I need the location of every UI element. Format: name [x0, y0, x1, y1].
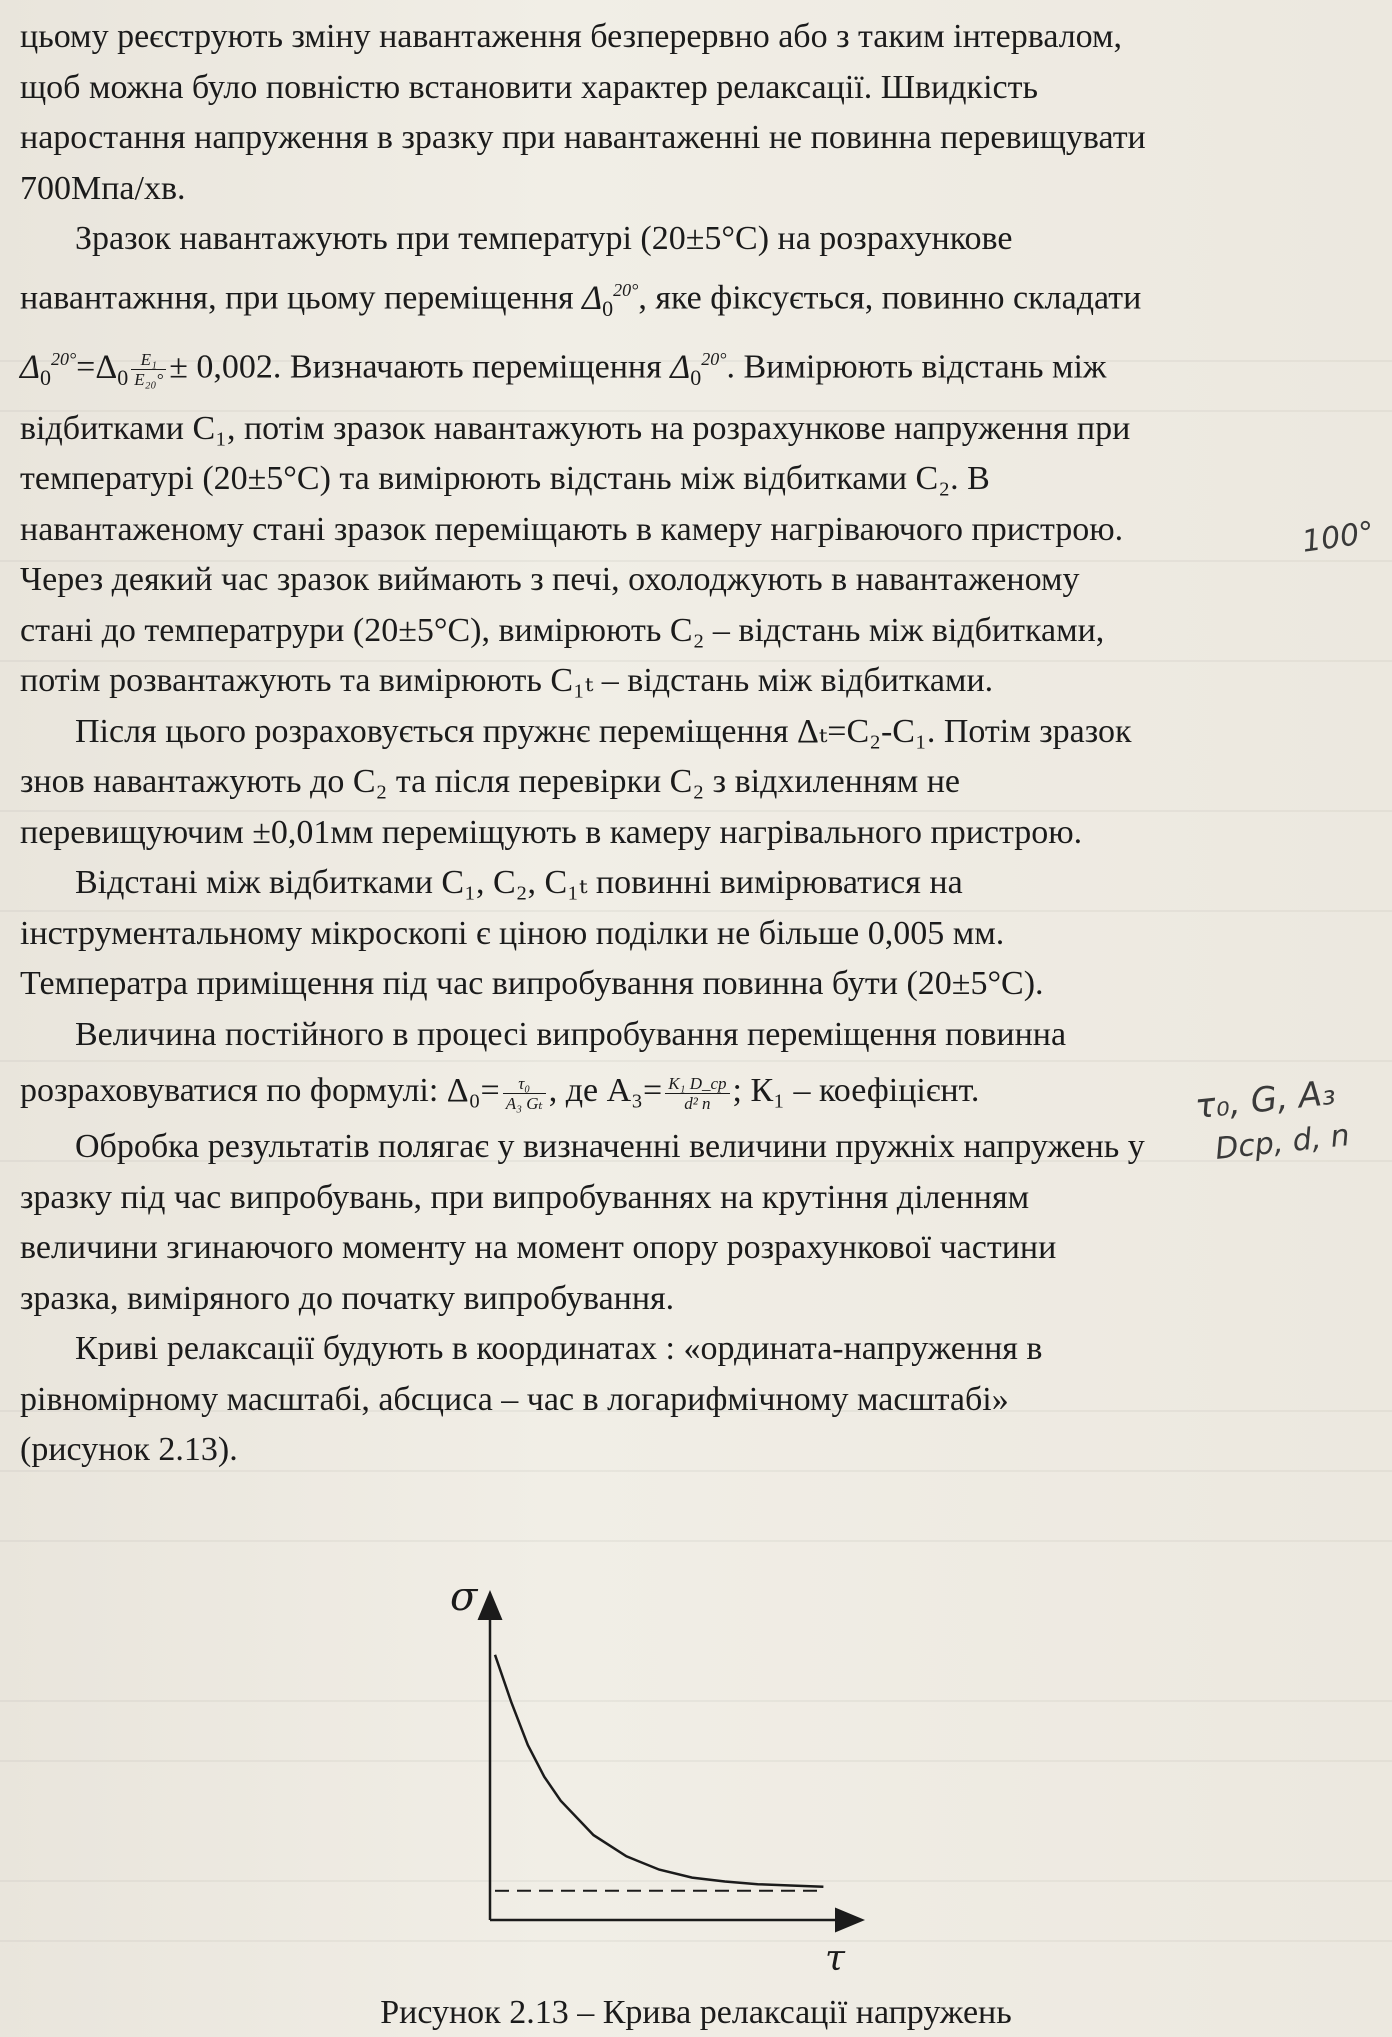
handwritten-note-variables: τ₀, G, A₃: [1193, 1072, 1338, 1128]
text-line: зразка, виміряного до початку випробування.: [20, 1279, 675, 1317]
text-line: Зразок навантажують при температурі (20±5°С) на розрахункове: [75, 220, 1013, 257]
text-line: цьому реєструють зміну навантаження безперервно або з таким інтервалом,: [20, 18, 1123, 55]
subscript: 0: [117, 365, 129, 391]
delta-symbol: Δ: [582, 278, 603, 316]
handwritten-note-variables-2: Dcp, d, n: [1213, 1118, 1352, 1167]
a3-formula-fraction: [665, 1074, 729, 1113]
fraction-denominator: d² n: [684, 1093, 711, 1113]
fraction-numerator: τ₀: [503, 1074, 546, 1094]
text-segment: . Вимірюють відстань між: [726, 348, 1107, 386]
paragraph-1: [20, 12, 1360, 214]
fraction-denominator: A₃ Gₜ: [505, 1093, 543, 1113]
paragraph-3: [20, 707, 1360, 859]
text-line: Обробка результатів полягає у визначенні величини пружніх напружень у: [75, 1128, 1145, 1166]
paragraph-4: [20, 858, 1360, 1010]
relaxation-curve-series: [495, 1655, 823, 1887]
text-segment: =Δ: [76, 348, 118, 386]
text-line: температурі (20±5°С) та вимірюють відстань між відбитками С₂. В: [20, 460, 990, 498]
text-segment: , яке фіксується, повинно складати: [638, 278, 1142, 316]
paragraph-7: [20, 1324, 1360, 1476]
text-segment: , де А₃=: [548, 1072, 663, 1110]
subscript: 0: [602, 295, 614, 321]
delta-formula-fraction: [503, 1074, 546, 1113]
figure-caption: Рисунок 2.13 – Крива релаксації напружень: [380, 1994, 1012, 2031]
handwritten-note-temperature: 100°: [1299, 515, 1377, 560]
text-line: 700Мпа/хв.: [20, 169, 186, 207]
x-axis-label: τ: [825, 1938, 845, 1975]
y-axis-label: σ: [450, 1575, 478, 1620]
text-line: перевищуючим ±0,01мм переміщують в камеру нагрівального пристрою.: [20, 813, 1083, 851]
fraction-numerator: K₁ D_cp: [665, 1074, 729, 1094]
text-line: рівномірному масштабі, абсциса – час в логарифмічному масштабі»: [20, 1380, 1009, 1418]
text-line-with-formula: [20, 334, 1360, 404]
text-line: знов навантажують до С₂ та після перевірки С₂ з відхиленням не: [20, 763, 960, 801]
text-line: інструментальному мікроскопі є ціною поділки не більше 0,005 мм.: [20, 914, 1005, 952]
text-line-with-formula: [20, 1060, 1360, 1122]
text-line: потім розвантажують та вимірюють С₁ₜ – відстань між відбитками.: [20, 662, 994, 700]
superscript: 20°: [50, 349, 77, 370]
text-segment: ± 0,002. Визначають переміщення: [169, 348, 671, 386]
text-line: Відстані між відбитками С₁, С₂, С₁ₜ повинні вимірюватися на: [75, 864, 963, 902]
text-line-with-delta: [20, 265, 1360, 335]
text-line: Через деякий час зразок виймають з печі, охолоджують в навантаженому: [20, 561, 1080, 599]
text-line: Криві релаксації будують в координатах : «ордината-напруження в: [75, 1330, 1043, 1368]
delta-symbol: Δ: [670, 348, 691, 386]
superscript: 20°: [701, 349, 727, 370]
text-line: стані до температрури (20±5°С), вимірюють С₂ – відстань між відбитками,: [20, 611, 1105, 649]
text-line: зразку під час випробувань, при випробуваннях на крутіння діленням: [20, 1178, 1030, 1216]
relaxation-curve-chart: [440, 1575, 880, 1975]
fraction-numerator: E₁: [131, 350, 166, 370]
paragraph-6: [20, 1122, 1360, 1324]
text-line: наростання напруження в зразку при навантаженні не повинна перевищувати: [20, 119, 1146, 156]
text-segment: ; К₁ – коефіцієнт.: [732, 1072, 980, 1110]
text-line: (рисунок 2.13).: [20, 1431, 238, 1469]
modulus-ratio-fraction: [131, 350, 166, 389]
subscript: 0: [39, 365, 51, 391]
text-line: Після цього розраховується пружнє переміщення Δₜ=С₂-С₁. Потім зразок: [75, 712, 1132, 750]
delta-symbol: Δ: [20, 348, 40, 386]
text-segment: розраховуватися по формулі: Δ₀=: [20, 1072, 500, 1110]
text-line: відбитками С₁, потім зразок навантажують на розрахункове напруження при: [20, 409, 1131, 447]
paragraph-5: [20, 1010, 1360, 1123]
text-line: величини згинаючого моменту на момент опору розрахункової частини: [20, 1229, 1057, 1267]
text-line: Величина постійного в процесі випробування переміщення повинна: [75, 1015, 1067, 1053]
fraction-denominator: E₂₀°: [134, 370, 164, 390]
subscript: 0: [690, 365, 702, 391]
text-line: Температра приміщення під час випробування повинна бути (20±5°С).: [20, 965, 1044, 1003]
paragraph-2: [20, 214, 1360, 707]
body-text: [20, 12, 1360, 1476]
text-line: щоб можна було повністю встановити характер релаксації. Швидкість: [20, 68, 1038, 106]
text-segment: навантажння, при цьому переміщення: [20, 278, 583, 316]
text-line: навантаженому стані зразок переміщають в камеру нагріваючого пристрою.: [20, 510, 1124, 548]
superscript: 20°: [613, 279, 639, 300]
